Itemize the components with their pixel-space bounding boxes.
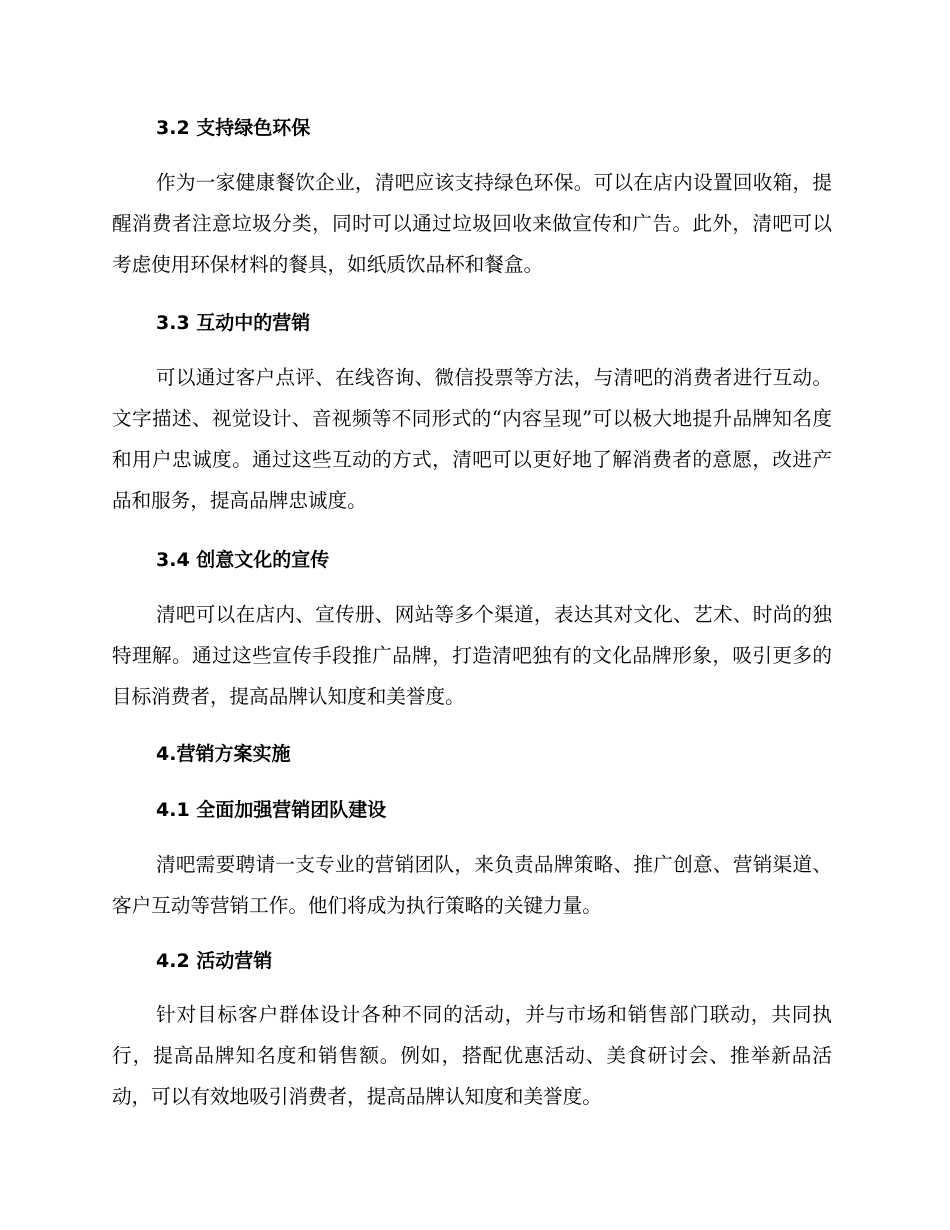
section-body-3-3: 可以通过客户点评、在线咨询、微信投票等方法，与清吧的消费者进行互动。文字描述、视觉设计、音视频等不同形式的“内容呈现”可以极大地提升品牌知名度和用户忠诚度。通过这些互动的方式，清吧可以更好地了解消费者的意愿，改进产品和服务，提高品牌忠诚度。 [112,366,832,512]
section-body-3-2: 作为一家健康餐饮企业，清吧应该支持绿色环保。可以在店内设置回收箱，提醒消费者注意垃圾分类，同时可以通过垃圾回收来做宣传和广告。此外，清吧可以考虑使用环保材料的餐具，如纸质饮品杯和餐盒。 [112,171,832,276]
section-heading-3-3: 3.3 互动中的营销 [156,312,311,334]
section-heading-3-2: 3.2 支持绿色环保 [156,117,311,139]
section-body-3-4: 清吧可以在店内、宣传册、网站等多个渠道，表达其对文化、艺术、时尚的独特理解。通过这些宣传手段推广品牌，打造清吧独有的文化品牌形象，吸引更多的目标消费者，提高品牌认知度和美誉度。 [112,603,832,708]
section-heading-4: 4.营销方案实施 [156,743,291,765]
section-heading-3-4: 3.4 创意文化的宣传 [156,549,330,571]
section-heading-4-2: 4.2 活动营销 [156,950,273,972]
section-heading-4-1: 4.1 全面加强营销团队建设 [156,799,387,821]
section-body-4-1: 清吧需要聘请一支专业的营销团队，来负责品牌策略、推广创意、营销渠道、客户互动等营销工作。他们将成为执行策略的关键力量。 [112,853,832,917]
section-body-4-2: 针对目标客户群体设计各种不同的活动，并与市场和销售部门联动，共同执行，提高品牌知名度和销售额。例如，搭配优惠活动、美食研讨会、推举新品活动，可以有效地吸引消费者，提高品牌认知度和美誉度。 [112,1003,832,1108]
